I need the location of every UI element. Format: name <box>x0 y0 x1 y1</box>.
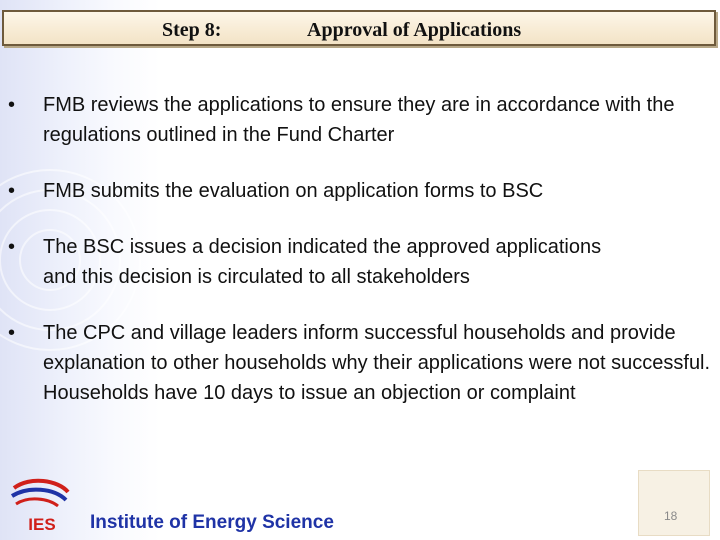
slide-title: Approval of Applications <box>307 19 522 41</box>
bullet-icon: • <box>8 180 16 202</box>
bullet-text: The CPC and village leaders inform successful households and provide explanation to other households why their applications were not successful. Households have 10 days to issue an objection or complaint <box>43 322 711 404</box>
organization-name: Institute of Energy Science <box>90 512 334 533</box>
logo-text: IES <box>28 515 56 534</box>
ies-logo <box>6 474 78 536</box>
bullet-icon: • <box>8 322 16 344</box>
bullet-text: FMB submits the evaluation on application forms to BSC <box>43 180 544 202</box>
bullet-icon: • <box>8 236 16 258</box>
bullet-text: The BSC issues a decision indicated the approved applications and this decision is circulated to all stakeholders <box>43 236 602 288</box>
title-step: Step 8: <box>162 19 222 41</box>
page-number: 18 <box>664 509 678 523</box>
slide-title-bar <box>2 10 716 46</box>
bullet-text: FMB reviews the applications to ensure they are in accordance with the regulations outlined in the Fund Charter <box>43 94 675 146</box>
bullet-icon: • <box>8 94 16 116</box>
page-number-box <box>638 470 710 536</box>
